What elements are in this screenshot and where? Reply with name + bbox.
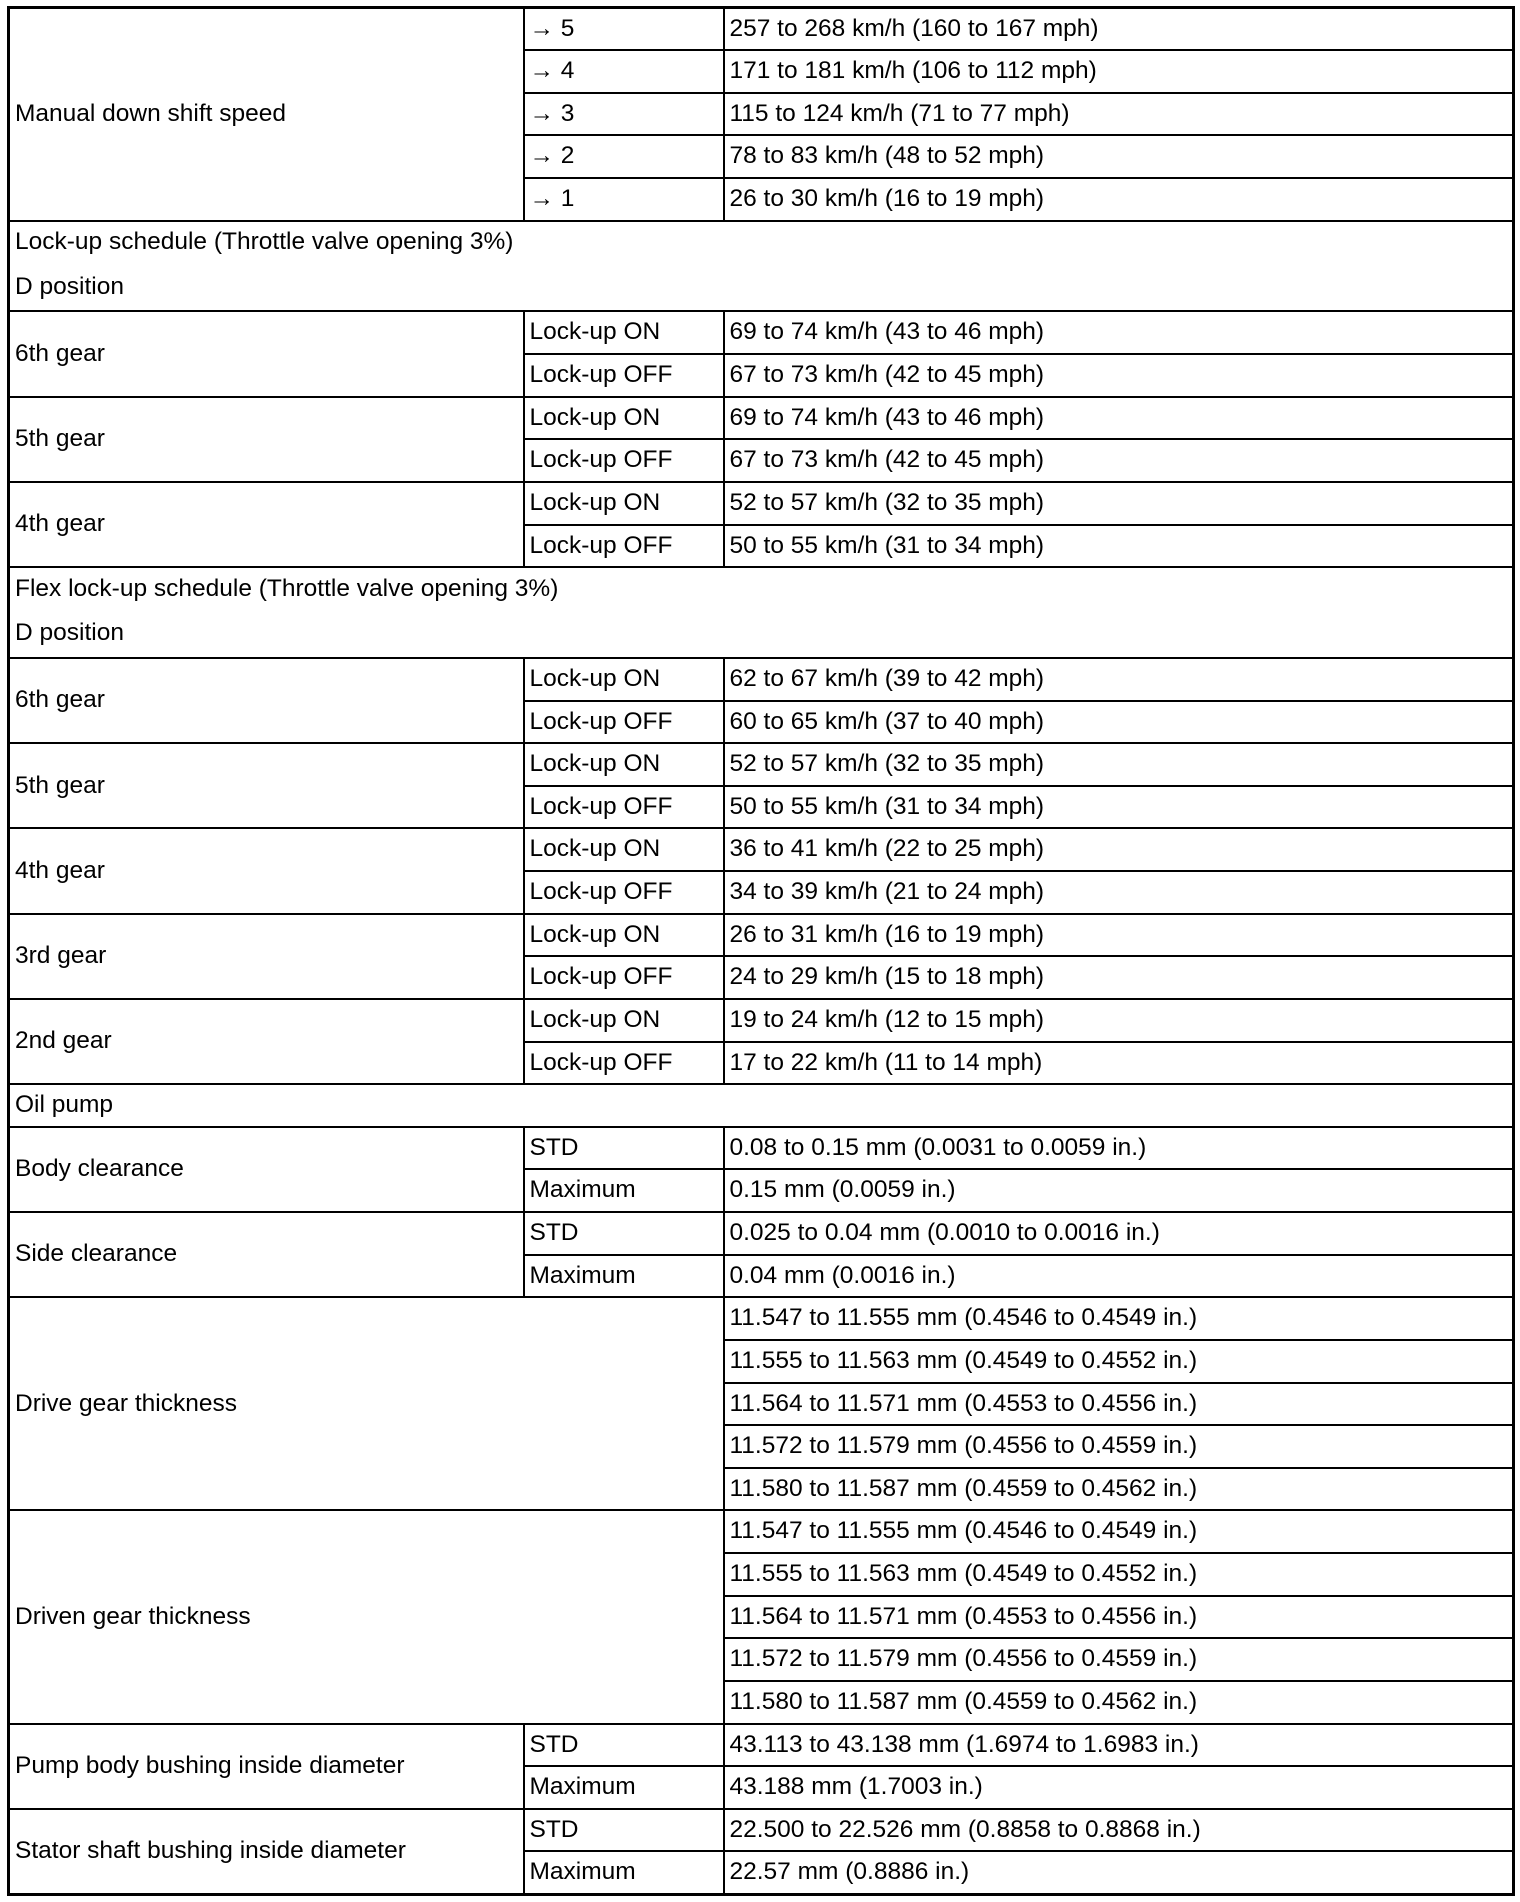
lockup-on-label: Lock-up ON — [524, 828, 724, 871]
lockup-off-value: 67 to 73 km/h (42 to 45 mph) — [724, 354, 1514, 397]
lockup-on-value: 26 to 31 km/h (16 to 19 mph) — [724, 914, 1514, 957]
shift-gear: → 3 — [524, 93, 724, 136]
max-label: Maximum — [524, 1766, 724, 1809]
body-clearance-label: Body clearance — [9, 1127, 524, 1212]
lockup-on-label: Lock-up ON — [524, 743, 724, 786]
std-label: STD — [524, 1212, 724, 1255]
table-row — [9, 311, 1514, 354]
section-subheader-row — [9, 263, 1514, 311]
table-row — [9, 1212, 1514, 1255]
table-row — [9, 828, 1514, 871]
gear-label: 3rd gear — [9, 914, 524, 999]
shift-gear: → 4 — [524, 50, 724, 93]
flex-lockup-title: Flex lock-up schedule (Throttle valve opening 3%) — [9, 567, 1514, 610]
gear-label: 6th gear — [9, 658, 524, 743]
gear-label: 4th gear — [9, 482, 524, 567]
driven-gear-value: 11.572 to 11.579 mm (0.4556 to 0.4559 in.) — [724, 1638, 1514, 1681]
driven-gear-value: 11.580 to 11.587 mm (0.4559 to 0.4562 in.) — [724, 1681, 1514, 1724]
shift-gear: → 5 — [524, 8, 724, 51]
lockup-on-value: 69 to 74 km/h (43 to 46 mph) — [724, 397, 1514, 440]
max-value: 0.15 mm (0.0059 in.) — [724, 1169, 1514, 1212]
table-row — [9, 1809, 1514, 1852]
std-label: STD — [524, 1724, 724, 1767]
lockup-off-value: 34 to 39 km/h (21 to 24 mph) — [724, 871, 1514, 914]
max-value: 43.188 mm (1.7003 in.) — [724, 1766, 1514, 1809]
max-value: 22.57 mm (0.8886 in.) — [724, 1851, 1514, 1894]
shift-speed: 257 to 268 km/h (160 to 167 mph) — [724, 8, 1514, 51]
lockup-on-label: Lock-up ON — [524, 482, 724, 525]
std-value: 0.08 to 0.15 mm (0.0031 to 0.0059 in.) — [724, 1127, 1514, 1170]
driven-gear-value: 11.555 to 11.563 mm (0.4549 to 0.4552 in.) — [724, 1553, 1514, 1596]
table-row — [9, 1724, 1514, 1767]
drive-gear-value: 11.555 to 11.563 mm (0.4549 to 0.4552 in.) — [724, 1340, 1514, 1383]
table-row — [9, 482, 1514, 525]
gear-label: 4th gear — [9, 828, 524, 913]
lockup-title: Lock-up schedule (Throttle valve opening 3%) — [9, 221, 1514, 264]
pump-bushing-label: Pump body bushing inside diameter — [9, 1724, 524, 1809]
std-value: 22.500 to 22.526 mm (0.8858 to 0.8868 in.) — [724, 1809, 1514, 1852]
table-row — [9, 999, 1514, 1042]
lockup-off-value: 50 to 55 km/h (31 to 34 mph) — [724, 525, 1514, 568]
stator-bushing-label: Stator shaft bushing inside diameter — [9, 1809, 524, 1895]
table-row — [9, 658, 1514, 701]
lockup-off-label: Lock-up OFF — [524, 871, 724, 914]
lockup-on-label: Lock-up ON — [524, 311, 724, 354]
lockup-off-label: Lock-up OFF — [524, 1042, 724, 1085]
lockup-on-value: 52 to 57 km/h (32 to 35 mph) — [724, 482, 1514, 525]
table-row — [9, 397, 1514, 440]
gear-label: 6th gear — [9, 311, 524, 396]
lockup-off-label: Lock-up OFF — [524, 786, 724, 829]
max-value: 0.04 mm (0.0016 in.) — [724, 1255, 1514, 1298]
gear-label: 2nd gear — [9, 999, 524, 1084]
table-row — [9, 1127, 1514, 1170]
shift-speed: 78 to 83 km/h (48 to 52 mph) — [724, 135, 1514, 178]
section-header-row — [9, 1084, 1514, 1127]
side-clearance-label: Side clearance — [9, 1212, 524, 1297]
drive-gear-value: 11.564 to 11.571 mm (0.4553 to 0.4556 in.) — [724, 1383, 1514, 1426]
std-value: 0.025 to 0.04 mm (0.0010 to 0.0016 in.) — [724, 1212, 1514, 1255]
section-subheader-row — [9, 610, 1514, 658]
drive-gear-label: Drive gear thickness — [9, 1297, 724, 1510]
max-label: Maximum — [524, 1851, 724, 1894]
shift-speed: 115 to 124 km/h (71 to 77 mph) — [724, 93, 1514, 136]
lockup-off-label: Lock-up OFF — [524, 354, 724, 397]
lockup-off-value: 67 to 73 km/h (42 to 45 mph) — [724, 439, 1514, 482]
table-row — [9, 914, 1514, 957]
drive-gear-value: 11.580 to 11.587 mm (0.4559 to 0.4562 in.) — [724, 1468, 1514, 1511]
lockup-off-value: 50 to 55 km/h (31 to 34 mph) — [724, 786, 1514, 829]
drive-gear-value: 11.572 to 11.579 mm (0.4556 to 0.4559 in.) — [724, 1425, 1514, 1468]
lockup-on-label: Lock-up ON — [524, 999, 724, 1042]
lockup-on-value: 19 to 24 km/h (12 to 15 mph) — [724, 999, 1514, 1042]
table-row — [9, 8, 1514, 51]
section-header-row — [9, 567, 1514, 610]
lockup-off-value: 17 to 22 km/h (11 to 14 mph) — [724, 1042, 1514, 1085]
shift-speed: 171 to 181 km/h (106 to 112 mph) — [724, 50, 1514, 93]
driven-gear-value: 11.564 to 11.571 mm (0.4553 to 0.4556 in.) — [724, 1596, 1514, 1639]
std-value: 43.113 to 43.138 mm (1.6974 to 1.6983 in.) — [724, 1724, 1514, 1767]
max-label: Maximum — [524, 1169, 724, 1212]
lockup-on-value: 69 to 74 km/h (43 to 46 mph) — [724, 311, 1514, 354]
drive-gear-value: 11.547 to 11.555 mm (0.4546 to 0.4549 in.) — [724, 1297, 1514, 1340]
lockup-on-label: Lock-up ON — [524, 658, 724, 701]
std-label: STD — [524, 1127, 724, 1170]
lockup-on-value: 62 to 67 km/h (39 to 42 mph) — [724, 658, 1514, 701]
driven-gear-value: 11.547 to 11.555 mm (0.4546 to 0.4549 in.) — [724, 1510, 1514, 1553]
lockup-off-label: Lock-up OFF — [524, 525, 724, 568]
lockup-off-value: 24 to 29 km/h (15 to 18 mph) — [724, 956, 1514, 999]
std-label: STD — [524, 1809, 724, 1852]
gear-label: 5th gear — [9, 743, 524, 828]
shift-gear: → 1 — [524, 178, 724, 221]
lockup-on-label: Lock-up ON — [524, 397, 724, 440]
driven-gear-label: Driven gear thickness — [9, 1510, 724, 1723]
shift-speed: 26 to 30 km/h (16 to 19 mph) — [724, 178, 1514, 221]
lockup-off-label: Lock-up OFF — [524, 439, 724, 482]
lockup-off-label: Lock-up OFF — [524, 701, 724, 744]
table-row — [9, 1297, 1514, 1340]
manual-downshift-label: Manual down shift speed — [9, 8, 524, 221]
gear-label: 5th gear — [9, 397, 524, 482]
lockup-subtitle: D position — [9, 263, 1514, 311]
lockup-on-value: 52 to 57 km/h (32 to 35 mph) — [724, 743, 1514, 786]
spec-table — [7, 6, 1515, 1896]
table-row — [9, 1510, 1514, 1553]
flex-lockup-subtitle: D position — [9, 610, 1514, 658]
shift-gear: → 2 — [524, 135, 724, 178]
lockup-on-label: Lock-up ON — [524, 914, 724, 957]
table-row — [9, 743, 1514, 786]
max-label: Maximum — [524, 1255, 724, 1298]
lockup-off-value: 60 to 65 km/h (37 to 40 mph) — [724, 701, 1514, 744]
lockup-on-value: 36 to 41 km/h (22 to 25 mph) — [724, 828, 1514, 871]
section-header-row — [9, 221, 1514, 264]
oil-pump-title: Oil pump — [9, 1084, 1514, 1127]
lockup-off-label: Lock-up OFF — [524, 956, 724, 999]
